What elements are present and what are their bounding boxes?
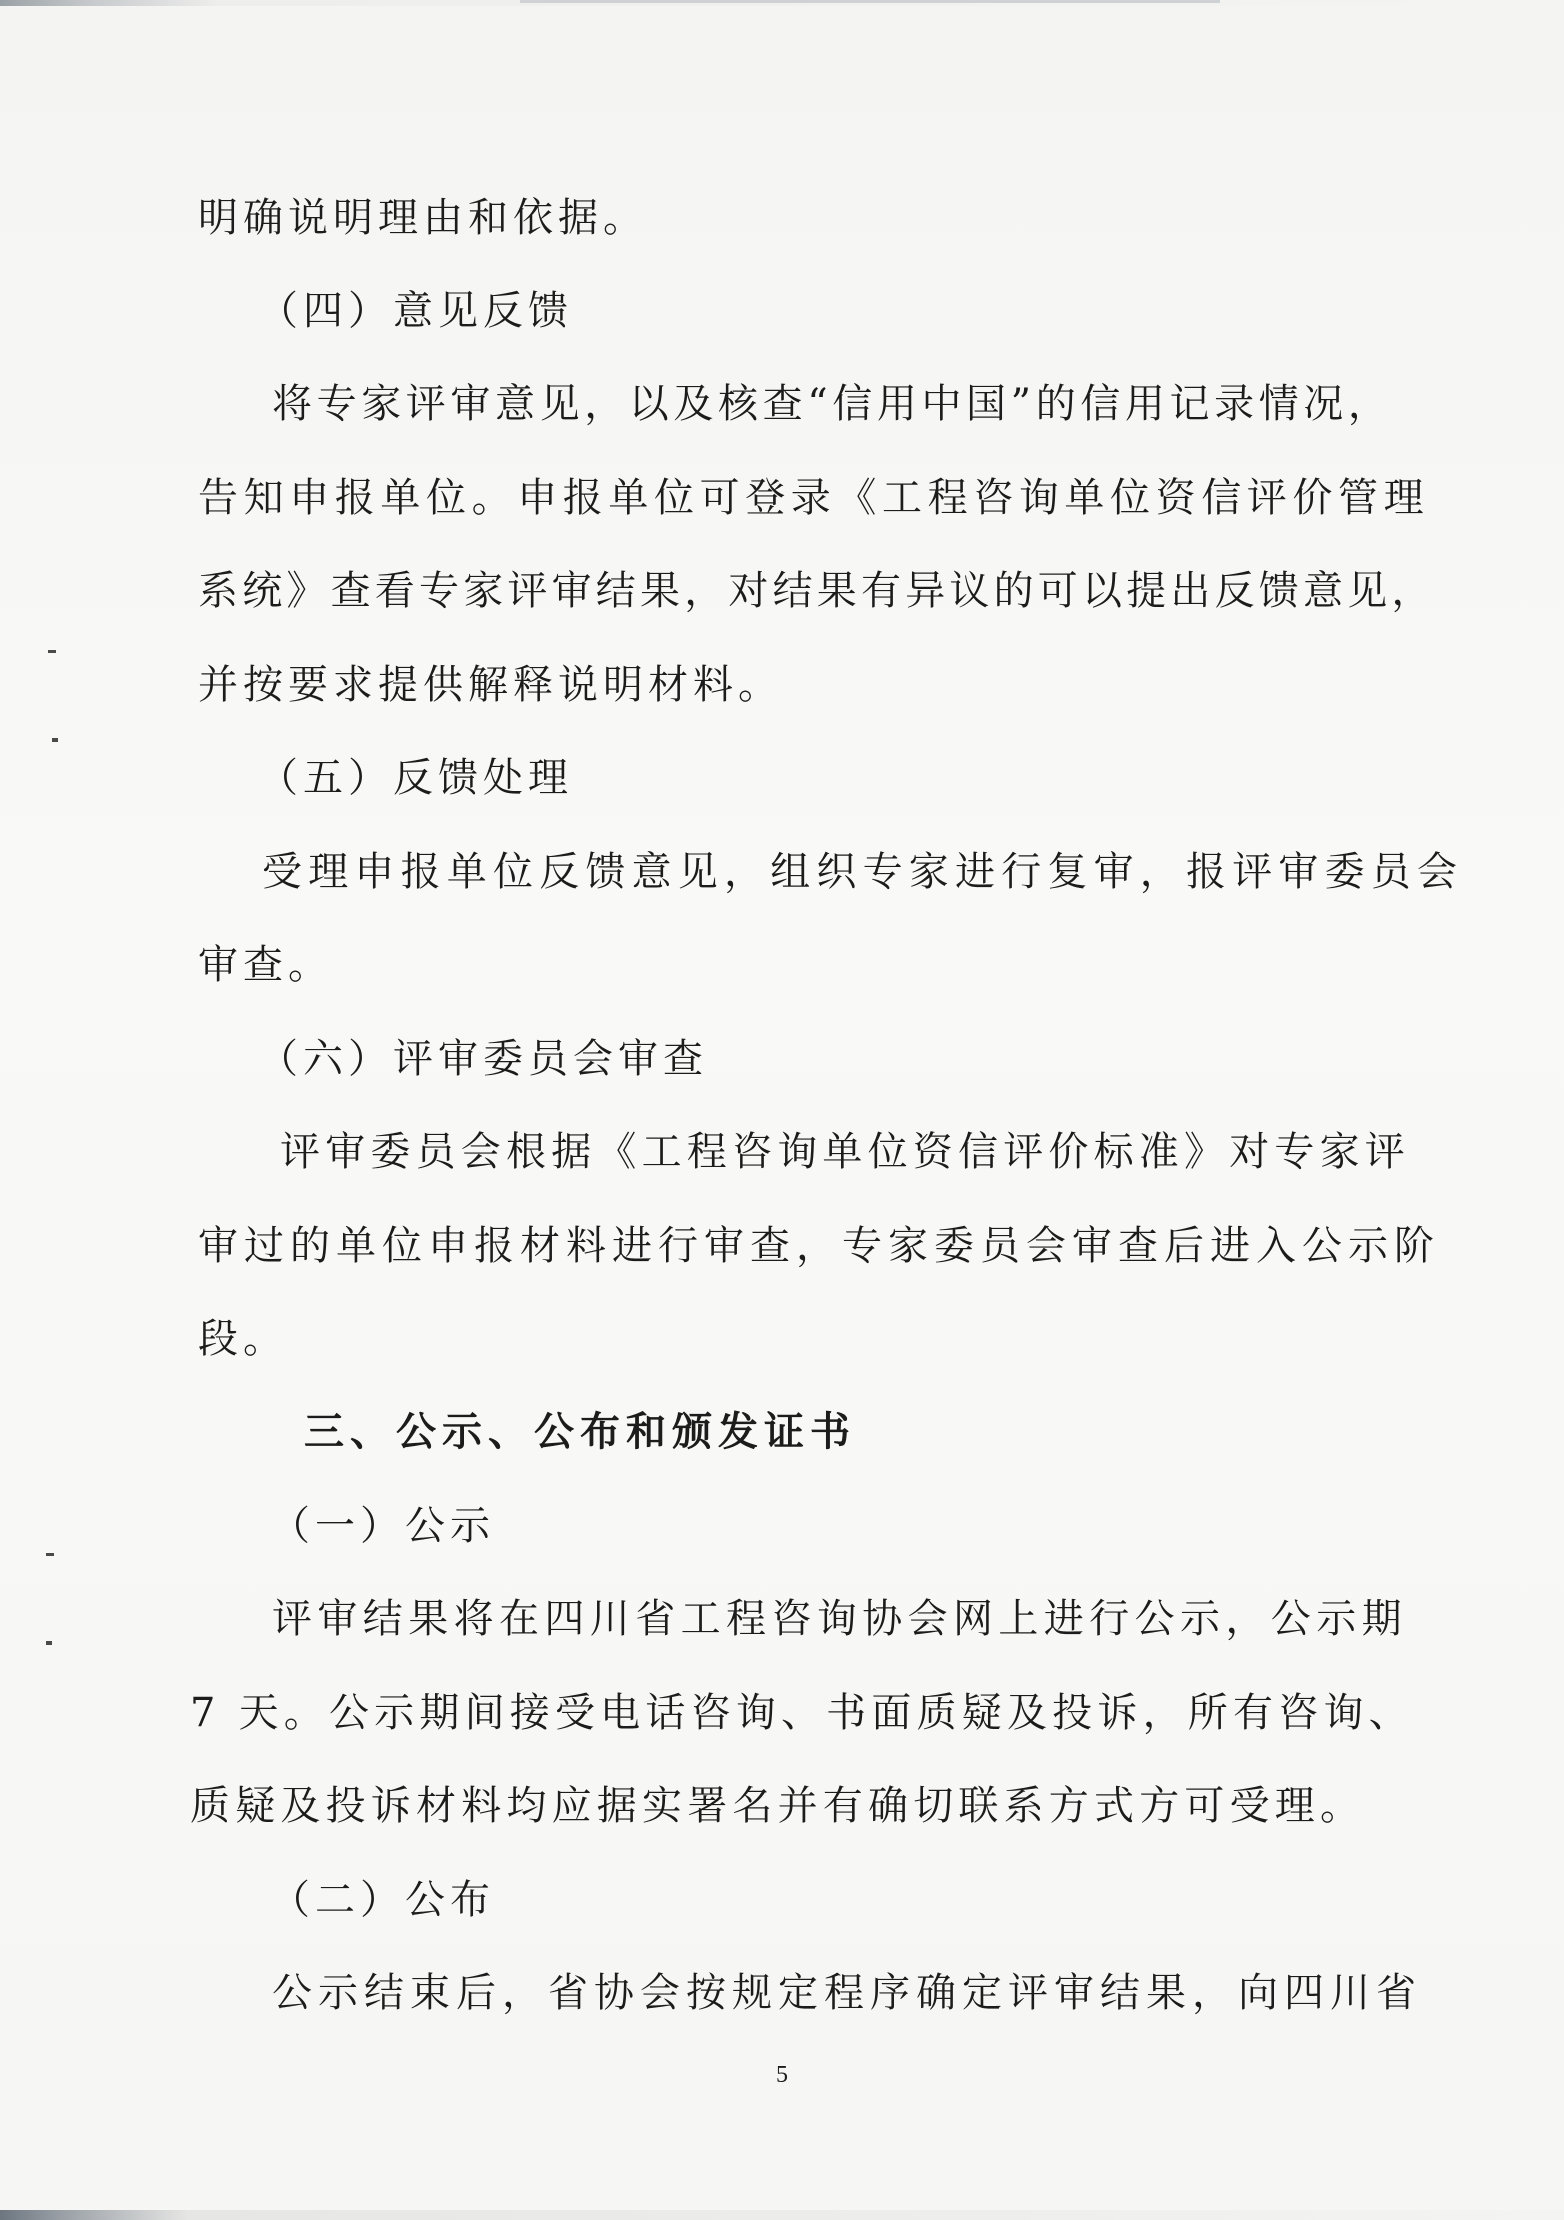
section-heading-four: （四）意见反馈 (258, 288, 573, 334)
body-text-line: 评审委员会根据《工程咨询单位资信评价标准》对专家评 (280, 1129, 1410, 1175)
scan-bottom-edge (0, 2210, 1564, 2220)
body-text-line: 告知申报单位。申报单位可登录《工程咨询单位资信评价管理 (198, 475, 1430, 521)
body-text-line: 段。 (198, 1316, 288, 1362)
body-text-line: 将专家评审意见，以及核查“信用中国”的信用记录情况， (272, 381, 1393, 427)
body-text-line: 质疑及投诉材料均应据实署名并有确切联系方式方可受理。 (190, 1783, 1366, 1829)
body-text-line: 受理申报单位反馈意见，组织专家进行复审，报评审委员会 (262, 849, 1464, 895)
section-heading-six: （六）评审委员会审查 (258, 1036, 708, 1082)
section-heading-two: （二）公布 (270, 1877, 495, 1923)
page-number: 5 (776, 2062, 788, 2088)
binding-mark (46, 1553, 54, 1556)
binding-mark (46, 1641, 52, 1645)
scan-top-edge-shadow (520, 0, 1220, 3)
body-text-line: 并按要求提供解释说明材料。 (198, 662, 783, 708)
body-text-line: 明确说明理由和依据。 (198, 195, 648, 241)
section-heading-five: （五）反馈处理 (258, 755, 573, 801)
binding-mark (52, 738, 58, 742)
binding-mark (48, 650, 56, 653)
body-text-line: 审查。 (198, 942, 333, 988)
body-text-line: 审过的单位申报材料进行审查，专家委员会审查后进入公示阶 (198, 1223, 1440, 1269)
body-text-line: 7 天。公示期间接受电话咨询、书面质疑及投诉，所有咨询、 (190, 1690, 1414, 1736)
section-heading-one: （一）公示 (270, 1503, 495, 1549)
body-text-line: 系统》查看专家评审结果，对结果有异议的可以提出反馈意见， (198, 568, 1436, 614)
body-text-line: 评审结果将在四川省工程咨询协会网上进行公示，公示期 (272, 1596, 1407, 1642)
body-text-line: 公示结束后，省协会按规定程序确定评审结果，向四川省 (272, 1970, 1422, 2016)
chapter-heading-three: 三、公示、公布和颁发证书 (304, 1409, 856, 1455)
